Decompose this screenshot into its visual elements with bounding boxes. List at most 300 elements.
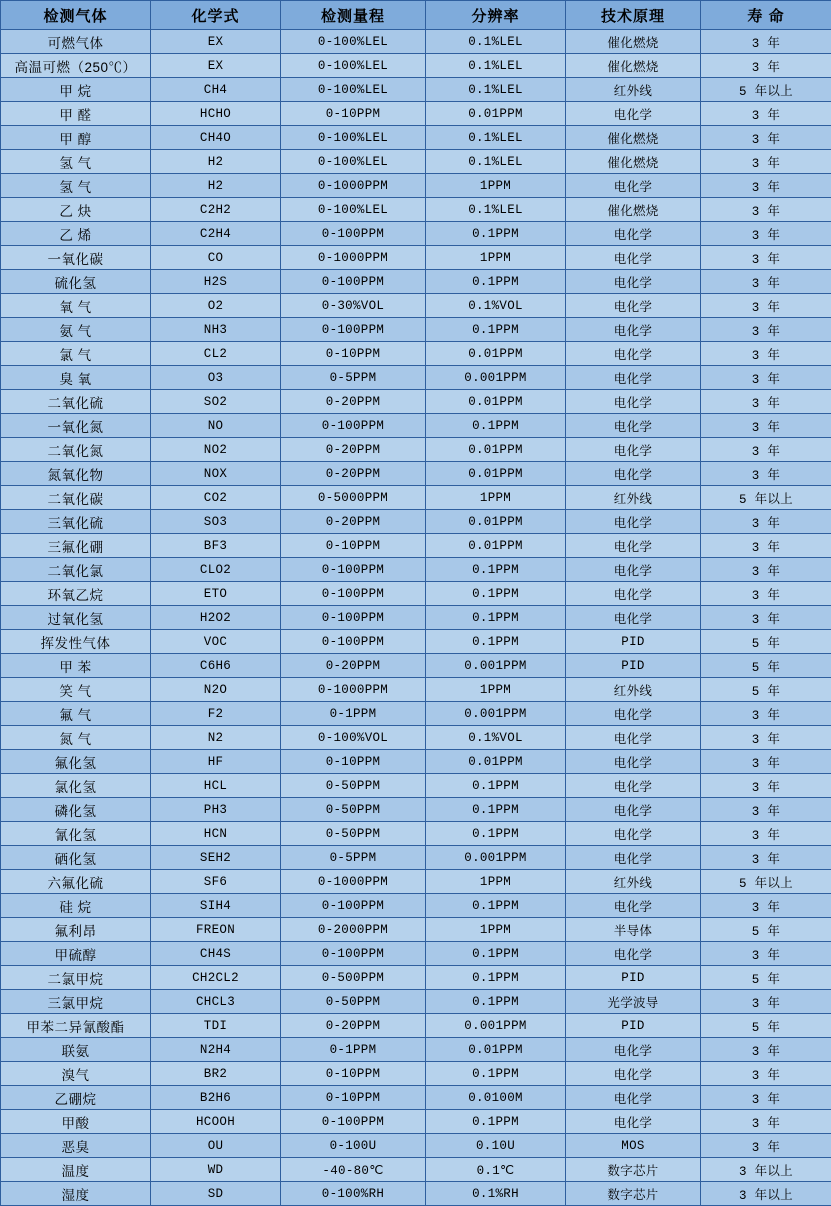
cell-detection-range: 0-10PPM — [281, 1062, 426, 1086]
cell-resolution: 1PPM — [426, 918, 566, 942]
cell-lifetime: 3 年 — [701, 846, 831, 870]
cell-detection-range: 0-100%LEL — [281, 150, 426, 174]
cell-detection-range: 0-100PPM — [281, 582, 426, 606]
cell-technical-principle: 电化学 — [566, 246, 701, 270]
cell-resolution: 0.1PPM — [426, 318, 566, 342]
table-row — [1, 222, 831, 246]
cell-chemical-formula: O2 — [151, 294, 281, 318]
cell-lifetime: 3 年 — [701, 198, 831, 222]
cell-chemical-formula: H2 — [151, 150, 281, 174]
cell-chemical-formula: SF6 — [151, 870, 281, 894]
column-header-formula: 化学式 — [151, 1, 281, 30]
cell-technical-principle: 红外线 — [566, 78, 701, 102]
cell-lifetime: 5 年 — [701, 654, 831, 678]
cell-technical-principle: 电化学 — [566, 702, 701, 726]
cell-chemical-formula: BR2 — [151, 1062, 281, 1086]
cell-chemical-formula: HCN — [151, 822, 281, 846]
cell-resolution: 0.01PPM — [426, 342, 566, 366]
cell-chemical-formula: NOX — [151, 462, 281, 486]
cell-detection-range: 0-100%RH — [281, 1182, 426, 1206]
cell-detection-range: 0-1000PPM — [281, 870, 426, 894]
table-row — [1, 390, 831, 414]
cell-chemical-formula: SEH2 — [151, 846, 281, 870]
table-row — [1, 1014, 831, 1038]
cell-resolution: 0.1PPM — [426, 558, 566, 582]
cell-lifetime: 3 年 — [701, 558, 831, 582]
column-header-principle: 技术原理 — [566, 1, 701, 30]
table-row — [1, 30, 831, 54]
cell-technical-principle: 电化学 — [566, 414, 701, 438]
cell-resolution: 0.01PPM — [426, 1038, 566, 1062]
table-row — [1, 318, 831, 342]
cell-chemical-formula: CLO2 — [151, 558, 281, 582]
table-row — [1, 414, 831, 438]
table-row — [1, 558, 831, 582]
cell-detection-range: 0-1000PPM — [281, 174, 426, 198]
cell-resolution: 0.01PPM — [426, 390, 566, 414]
table-row — [1, 366, 831, 390]
cell-technical-principle: 电化学 — [566, 894, 701, 918]
table-row — [1, 1158, 831, 1182]
cell-detection-range: 0-100%LEL — [281, 54, 426, 78]
table-row — [1, 990, 831, 1014]
cell-lifetime: 3 年 — [701, 534, 831, 558]
cell-resolution: 0.01PPM — [426, 510, 566, 534]
cell-lifetime: 3 年 — [701, 1134, 831, 1158]
cell-technical-principle: 电化学 — [566, 774, 701, 798]
table-row — [1, 246, 831, 270]
cell-gas-name: 联氨 — [1, 1038, 151, 1062]
cell-gas-name: 可燃气体 — [1, 30, 151, 54]
table-row — [1, 342, 831, 366]
column-header-range: 检测量程 — [281, 1, 426, 30]
cell-resolution: 0.1PPM — [426, 1110, 566, 1134]
cell-chemical-formula: B2H6 — [151, 1086, 281, 1110]
table-row — [1, 582, 831, 606]
cell-lifetime: 3 年 — [701, 126, 831, 150]
table-row — [1, 150, 831, 174]
table-row — [1, 630, 831, 654]
cell-technical-principle: 电化学 — [566, 102, 701, 126]
cell-technical-principle: 电化学 — [566, 558, 701, 582]
cell-resolution: 0.1%RH — [426, 1182, 566, 1206]
cell-detection-range: 0-100PPM — [281, 270, 426, 294]
cell-gas-name: 三氯甲烷 — [1, 990, 151, 1014]
cell-resolution: 0.1%LEL — [426, 198, 566, 222]
cell-lifetime: 3 年 — [701, 702, 831, 726]
column-header-lifetime: 寿 命 — [701, 1, 831, 30]
cell-detection-range: -40-80℃ — [281, 1158, 426, 1182]
cell-resolution: 0.0100M — [426, 1086, 566, 1110]
cell-detection-range: 0-100PPM — [281, 942, 426, 966]
cell-detection-range: 0-10PPM — [281, 342, 426, 366]
cell-gas-name: 臭 氧 — [1, 366, 151, 390]
cell-chemical-formula: CH4 — [151, 78, 281, 102]
table-row — [1, 822, 831, 846]
cell-detection-range: 0-20PPM — [281, 510, 426, 534]
cell-gas-name: 一氧化氮 — [1, 414, 151, 438]
cell-detection-range: 0-1PPM — [281, 1038, 426, 1062]
cell-gas-name: 甲 苯 — [1, 654, 151, 678]
cell-technical-principle: PID — [566, 654, 701, 678]
cell-gas-name: 挥发性气体 — [1, 630, 151, 654]
cell-technical-principle: 电化学 — [566, 390, 701, 414]
cell-chemical-formula: CH4O — [151, 126, 281, 150]
cell-gas-name: 三氟化硼 — [1, 534, 151, 558]
table-row — [1, 462, 831, 486]
cell-technical-principle: 红外线 — [566, 678, 701, 702]
cell-resolution: 0.1PPM — [426, 894, 566, 918]
cell-gas-name: 三氧化硫 — [1, 510, 151, 534]
cell-detection-range: 0-100%VOL — [281, 726, 426, 750]
cell-technical-principle: 电化学 — [566, 318, 701, 342]
cell-gas-name: 氟 气 — [1, 702, 151, 726]
cell-technical-principle: 电化学 — [566, 366, 701, 390]
cell-gas-name: 温度 — [1, 1158, 151, 1182]
cell-technical-principle: 电化学 — [566, 342, 701, 366]
cell-lifetime: 5 年 — [701, 630, 831, 654]
cell-chemical-formula: EX — [151, 30, 281, 54]
table-row — [1, 654, 831, 678]
cell-lifetime: 3 年 — [701, 342, 831, 366]
cell-chemical-formula: HCL — [151, 774, 281, 798]
cell-chemical-formula: N2H4 — [151, 1038, 281, 1062]
cell-detection-range: 0-100%LEL — [281, 198, 426, 222]
cell-resolution: 0.1PPM — [426, 822, 566, 846]
cell-technical-principle: 电化学 — [566, 726, 701, 750]
cell-detection-range: 0-50PPM — [281, 990, 426, 1014]
cell-detection-range: 0-100PPM — [281, 558, 426, 582]
cell-lifetime: 3 年 — [701, 942, 831, 966]
cell-technical-principle: 电化学 — [566, 606, 701, 630]
cell-gas-name: 氮 气 — [1, 726, 151, 750]
cell-chemical-formula: HF — [151, 750, 281, 774]
cell-resolution: 0.1PPM — [426, 582, 566, 606]
cell-gas-name: 过氧化氢 — [1, 606, 151, 630]
cell-technical-principle: 电化学 — [566, 822, 701, 846]
cell-chemical-formula: CH2CL2 — [151, 966, 281, 990]
cell-technical-principle: 电化学 — [566, 438, 701, 462]
table-row — [1, 294, 831, 318]
cell-gas-name: 二氧化氮 — [1, 438, 151, 462]
cell-chemical-formula: CL2 — [151, 342, 281, 366]
cell-technical-principle: 红外线 — [566, 486, 701, 510]
cell-technical-principle: 催化燃烧 — [566, 126, 701, 150]
cell-resolution: 0.01PPM — [426, 534, 566, 558]
cell-chemical-formula: CHCL3 — [151, 990, 281, 1014]
cell-lifetime: 3 年 — [701, 150, 831, 174]
cell-gas-name: 二氧化氯 — [1, 558, 151, 582]
cell-detection-range: 0-5PPM — [281, 366, 426, 390]
cell-lifetime: 3 年 — [701, 510, 831, 534]
cell-resolution: 0.1PPM — [426, 606, 566, 630]
cell-resolution: 0.01PPM — [426, 102, 566, 126]
table-row — [1, 1134, 831, 1158]
cell-detection-range: 0-1000PPM — [281, 678, 426, 702]
cell-lifetime: 3 年 — [701, 318, 831, 342]
cell-detection-range: 0-5PPM — [281, 846, 426, 870]
cell-chemical-formula: ETO — [151, 582, 281, 606]
cell-technical-principle: 电化学 — [566, 174, 701, 198]
cell-technical-principle: 催化燃烧 — [566, 30, 701, 54]
table-row — [1, 798, 831, 822]
cell-gas-name: 氧 气 — [1, 294, 151, 318]
cell-chemical-formula: NO2 — [151, 438, 281, 462]
cell-technical-principle: 红外线 — [566, 870, 701, 894]
cell-resolution: 0.001PPM — [426, 846, 566, 870]
cell-technical-principle: 半导体 — [566, 918, 701, 942]
cell-chemical-formula: HCOOH — [151, 1110, 281, 1134]
cell-gas-name: 高温可燃（250℃） — [1, 54, 151, 78]
cell-detection-range: 0-100%LEL — [281, 30, 426, 54]
cell-lifetime: 5 年 — [701, 966, 831, 990]
cell-chemical-formula: SO3 — [151, 510, 281, 534]
cell-resolution: 0.1PPM — [426, 774, 566, 798]
table-row — [1, 486, 831, 510]
cell-detection-range: 0-10PPM — [281, 1086, 426, 1110]
cell-resolution: 0.1PPM — [426, 270, 566, 294]
cell-lifetime: 3 年 — [701, 798, 831, 822]
cell-resolution: 0.1℃ — [426, 1158, 566, 1182]
cell-technical-principle: 电化学 — [566, 942, 701, 966]
cell-detection-range: 0-10PPM — [281, 750, 426, 774]
table-row — [1, 678, 831, 702]
cell-chemical-formula: PH3 — [151, 798, 281, 822]
cell-chemical-formula: SO2 — [151, 390, 281, 414]
cell-resolution: 0.01PPM — [426, 438, 566, 462]
cell-detection-range: 0-20PPM — [281, 438, 426, 462]
cell-lifetime: 3 年 — [701, 246, 831, 270]
cell-technical-principle: 电化学 — [566, 270, 701, 294]
cell-lifetime: 5 年 — [701, 678, 831, 702]
cell-resolution: 0.1%VOL — [426, 726, 566, 750]
cell-gas-name: 甲 醛 — [1, 102, 151, 126]
cell-gas-name: 环氧乙烷 — [1, 582, 151, 606]
cell-lifetime: 3 年 — [701, 726, 831, 750]
cell-chemical-formula: SD — [151, 1182, 281, 1206]
cell-chemical-formula: SIH4 — [151, 894, 281, 918]
table-row — [1, 1110, 831, 1134]
cell-lifetime: 3 年 — [701, 894, 831, 918]
cell-resolution: 0.01PPM — [426, 750, 566, 774]
cell-gas-name: 甲 烷 — [1, 78, 151, 102]
table-row — [1, 510, 831, 534]
cell-lifetime: 3 年 — [701, 1038, 831, 1062]
cell-chemical-formula: OU — [151, 1134, 281, 1158]
cell-gas-name: 氟化氢 — [1, 750, 151, 774]
column-header-gas: 检测气体 — [1, 1, 151, 30]
cell-detection-range: 0-100PPM — [281, 318, 426, 342]
cell-detection-range: 0-50PPM — [281, 822, 426, 846]
cell-lifetime: 3 年 — [701, 750, 831, 774]
cell-gas-name: 氮氧化物 — [1, 462, 151, 486]
cell-resolution: 0.001PPM — [426, 654, 566, 678]
cell-chemical-formula: BF3 — [151, 534, 281, 558]
cell-gas-name: 溴气 — [1, 1062, 151, 1086]
cell-resolution: 0.1PPM — [426, 942, 566, 966]
table-row — [1, 78, 831, 102]
cell-resolution: 0.1PPM — [426, 1062, 566, 1086]
cell-detection-range: 0-50PPM — [281, 774, 426, 798]
cell-technical-principle: 催化燃烧 — [566, 198, 701, 222]
cell-chemical-formula: EX — [151, 54, 281, 78]
cell-chemical-formula: N2 — [151, 726, 281, 750]
table-row — [1, 1086, 831, 1110]
cell-lifetime: 3 年 — [701, 582, 831, 606]
cell-detection-range: 0-10PPM — [281, 102, 426, 126]
cell-gas-name: 二氧化硫 — [1, 390, 151, 414]
cell-resolution: 0.001PPM — [426, 1014, 566, 1038]
cell-chemical-formula: F2 — [151, 702, 281, 726]
cell-chemical-formula: C2H2 — [151, 198, 281, 222]
cell-technical-principle: 电化学 — [566, 1038, 701, 1062]
cell-detection-range: 0-500PPM — [281, 966, 426, 990]
cell-gas-name: 甲酸 — [1, 1110, 151, 1134]
cell-chemical-formula: H2 — [151, 174, 281, 198]
cell-gas-name: 二氧化碳 — [1, 486, 151, 510]
cell-detection-range: 0-20PPM — [281, 654, 426, 678]
cell-detection-range: 0-20PPM — [281, 1014, 426, 1038]
cell-detection-range: 0-100PPM — [281, 414, 426, 438]
cell-technical-principle: 电化学 — [566, 510, 701, 534]
cell-resolution: 0.1PPM — [426, 966, 566, 990]
table-row — [1, 1038, 831, 1062]
cell-gas-name: 甲 醇 — [1, 126, 151, 150]
cell-chemical-formula: NH3 — [151, 318, 281, 342]
cell-lifetime: 5 年以上 — [701, 78, 831, 102]
cell-lifetime: 3 年 — [701, 1110, 831, 1134]
cell-resolution: 0.10U — [426, 1134, 566, 1158]
cell-resolution: 0.1PPM — [426, 222, 566, 246]
table-header — [1, 1, 831, 30]
table-row — [1, 438, 831, 462]
cell-resolution: 0.001PPM — [426, 366, 566, 390]
cell-detection-range: 0-30%VOL — [281, 294, 426, 318]
cell-technical-principle: 电化学 — [566, 462, 701, 486]
cell-technical-principle: 电化学 — [566, 1062, 701, 1086]
cell-lifetime: 3 年 — [701, 102, 831, 126]
cell-resolution: 0.1PPM — [426, 630, 566, 654]
cell-technical-principle: 电化学 — [566, 1110, 701, 1134]
cell-resolution: 1PPM — [426, 486, 566, 510]
cell-resolution: 1PPM — [426, 870, 566, 894]
cell-chemical-formula: CO — [151, 246, 281, 270]
table-row — [1, 54, 831, 78]
cell-chemical-formula: TDI — [151, 1014, 281, 1038]
cell-technical-principle: 电化学 — [566, 1086, 701, 1110]
cell-detection-range: 0-100PPM — [281, 894, 426, 918]
cell-gas-name: 氢 气 — [1, 174, 151, 198]
cell-lifetime: 5 年 — [701, 918, 831, 942]
cell-technical-principle: 催化燃烧 — [566, 150, 701, 174]
table-row — [1, 846, 831, 870]
cell-resolution: 0.01PPM — [426, 462, 566, 486]
cell-gas-name: 氨 气 — [1, 318, 151, 342]
cell-resolution: 1PPM — [426, 174, 566, 198]
cell-lifetime: 3 年 — [701, 462, 831, 486]
cell-lifetime: 3 年 — [701, 1086, 831, 1110]
cell-chemical-formula: NO — [151, 414, 281, 438]
table-row — [1, 750, 831, 774]
cell-technical-principle: 数字芯片 — [566, 1158, 701, 1182]
table-row — [1, 1062, 831, 1086]
cell-gas-name: 乙 炔 — [1, 198, 151, 222]
cell-gas-name: 甲硫醇 — [1, 942, 151, 966]
cell-technical-principle: 电化学 — [566, 582, 701, 606]
table-row — [1, 894, 831, 918]
cell-chemical-formula: CH4S — [151, 942, 281, 966]
cell-gas-name: 氯 气 — [1, 342, 151, 366]
table-row — [1, 174, 831, 198]
table-body — [1, 30, 831, 1206]
cell-resolution: 0.1PPM — [426, 414, 566, 438]
cell-chemical-formula: VOC — [151, 630, 281, 654]
cell-gas-name: 乙 烯 — [1, 222, 151, 246]
cell-chemical-formula: C2H4 — [151, 222, 281, 246]
cell-detection-range: 0-10PPM — [281, 534, 426, 558]
table-row — [1, 1182, 831, 1206]
cell-resolution: 0.1%VOL — [426, 294, 566, 318]
cell-technical-principle: PID — [566, 966, 701, 990]
cell-detection-range: 0-50PPM — [281, 798, 426, 822]
cell-gas-name: 六氟化硫 — [1, 870, 151, 894]
cell-technical-principle: 电化学 — [566, 798, 701, 822]
cell-chemical-formula: H2O2 — [151, 606, 281, 630]
cell-lifetime: 3 年 — [701, 1062, 831, 1086]
cell-technical-principle: 数字芯片 — [566, 1182, 701, 1206]
cell-gas-name: 恶臭 — [1, 1134, 151, 1158]
cell-lifetime: 3 年 — [701, 270, 831, 294]
table-row — [1, 966, 831, 990]
cell-technical-principle: 电化学 — [566, 294, 701, 318]
table-row — [1, 702, 831, 726]
cell-chemical-formula: C6H6 — [151, 654, 281, 678]
cell-technical-principle: 催化燃烧 — [566, 54, 701, 78]
cell-lifetime: 3 年 — [701, 606, 831, 630]
cell-technical-principle: PID — [566, 630, 701, 654]
cell-technical-principle: 电化学 — [566, 222, 701, 246]
cell-lifetime: 3 年以上 — [701, 1182, 831, 1206]
cell-gas-name: 氟利昂 — [1, 918, 151, 942]
cell-chemical-formula: FREON — [151, 918, 281, 942]
cell-gas-name: 硅 烷 — [1, 894, 151, 918]
table-row — [1, 726, 831, 750]
table-row — [1, 126, 831, 150]
table-row — [1, 774, 831, 798]
cell-technical-principle: MOS — [566, 1134, 701, 1158]
cell-lifetime: 3 年 — [701, 54, 831, 78]
table-row — [1, 918, 831, 942]
cell-gas-name: 乙硼烷 — [1, 1086, 151, 1110]
cell-gas-name: 氢 气 — [1, 150, 151, 174]
cell-chemical-formula: CO2 — [151, 486, 281, 510]
cell-detection-range: 0-100PPM — [281, 606, 426, 630]
table-row — [1, 942, 831, 966]
cell-resolution: 0.1%LEL — [426, 150, 566, 174]
cell-gas-name: 一氧化碳 — [1, 246, 151, 270]
cell-lifetime: 3 年 — [701, 414, 831, 438]
cell-technical-principle: 电化学 — [566, 846, 701, 870]
cell-detection-range: 0-100%LEL — [281, 126, 426, 150]
cell-resolution: 0.1%LEL — [426, 54, 566, 78]
cell-chemical-formula: HCHO — [151, 102, 281, 126]
cell-detection-range: 0-1PPM — [281, 702, 426, 726]
cell-gas-name: 硫化氢 — [1, 270, 151, 294]
table-row — [1, 534, 831, 558]
cell-gas-name: 甲苯二异氰酸酯 — [1, 1014, 151, 1038]
cell-resolution: 1PPM — [426, 678, 566, 702]
cell-chemical-formula: N2O — [151, 678, 281, 702]
